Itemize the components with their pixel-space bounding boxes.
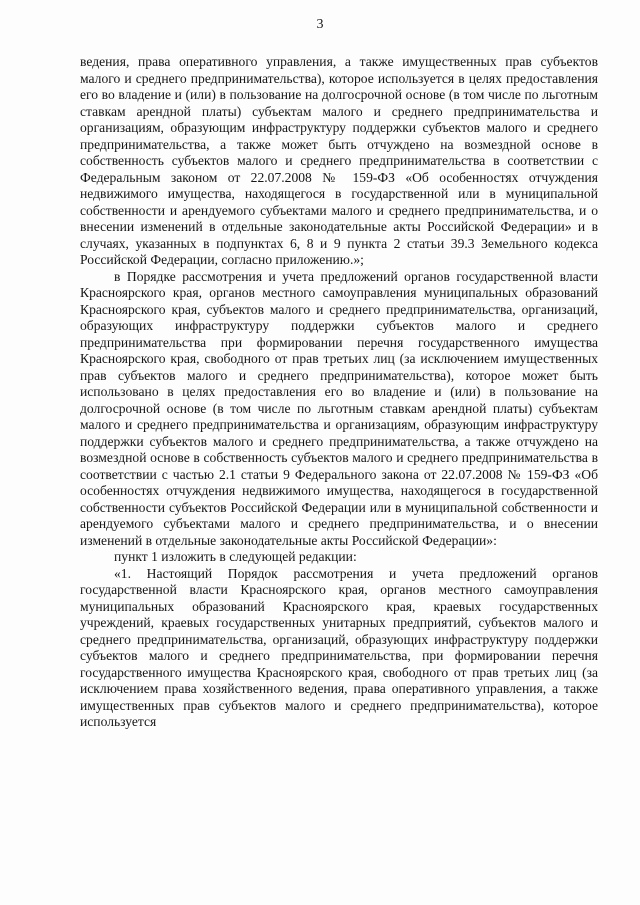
document-body bbox=[80, 54, 598, 731]
paragraph-procedure-amendment: в Порядке рассмотрения и учета предложений органов государственной власти Красноярского края, органов местного самоуправления муниципальных образований Красноярского края, субъектов малого и среднего предпринимательства, организаций, образующих инфраструктуру поддержки субъектов малого и среднего предпринимательства при формировании перечня государственного имущества Красноярского края, свободного от прав третьих лиц (за исключением имущественных прав субъектов малого и среднего предпринимательства), которое может быть использовано в целях предоставления его во владение и (или) в пользование на долгосрочной основе (в том числе по льготным ставкам арендной платы) субъектам малого и среднего предпринимательства и организациям, образующим инфраструктуру поддержки субъектов малого и среднего предпринимательства, а также отчуждено на возмездной основе в собственность субъектов малого и среднего предпринимательства в соответствии с частью 2.1 статьи 9 Федерального закона от 22.07.2008 № 159-ФЗ «Об особенностях отчуждения недвижимого имущества, находящегося в государственной собственности субъектов Российской Федерации или в муниципальной собственности и арендуемого субъектами малого и среднего предпринимательства, и о внесении изменений в отдельные законодательные акты Российской Федерации»: bbox=[80, 268, 598, 548]
page-number: 3 bbox=[316, 17, 324, 32]
paragraph-new-wording: «1. Настоящий Порядок рассмотрения и учета предложений органов государственной власти Красноярского края, органов местного самоуправления муниципальных образований Красноярского края, краевых государственных учреждений, краевых государственных унитарных предприятий, субъектов малого и среднего предпринимательства, организаций, образующих инфраструктуру поддержки субъектов малого и среднего предпринимательства, при формировании перечня государственного имущества Красноярского края, свободного от прав третьих лиц (за исключением права хозяйственного ведения, права оперативного управления, а также имущественных прав субъектов малого и среднего предпринимательства), которое используется bbox=[80, 565, 598, 729]
paragraph-continuation: ведения, права оперативного управления, а также имущественных прав субъектов малого и среднего предпринимательства), которое используется в целях предоставления его во владение и (или) в пользование на долгосрочной основе (в том числе по льготным ставкам арендной платы) субъектам малого и среднего предпринимательства и организациям, образующим инфраструктуру поддержки субъектов малого и среднего предпринимательства, а также может быть отчуждено на возмездной основе в собственность субъектов малого и среднего предпринимательства в соответствии с Федеральным законом от 22.07.2008 № 159-ФЗ «Об особенностях отчуждения недвижимого имущества, находящегося в государственной или в муниципальной собственности и арендуемого субъектами малого и среднего предпринимательства, и о внесении изменений в отдельные законодательные акты Российской Федерации» и в случаях, указанных в подпунктах 6, 8 и 9 пункта 2 статьи 39.3 Земельного кодекса Российской Федерации, согласно приложению.»; bbox=[80, 54, 598, 267]
paragraph-instruction: пункт 1 изложить в следующей редакции: bbox=[114, 549, 357, 564]
